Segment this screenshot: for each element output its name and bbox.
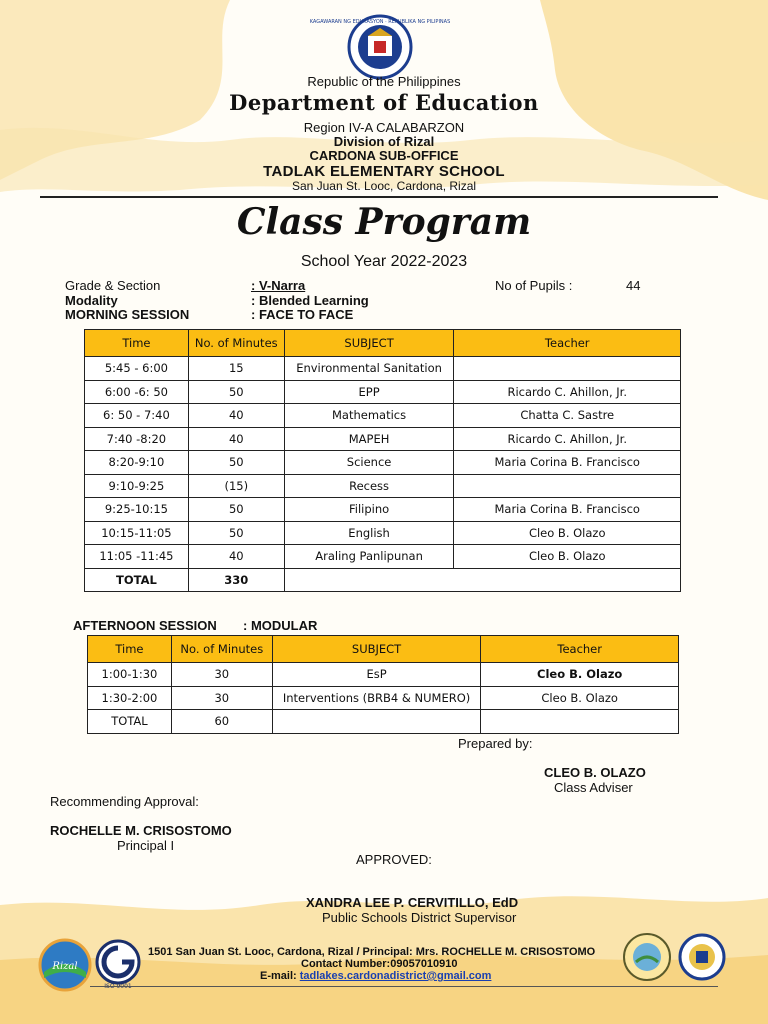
header-time: Time [85,330,189,357]
table-row [85,498,681,522]
principal-title: Principal I [117,838,175,853]
session-value: : FACE TO FACE [251,307,354,322]
table-row [88,686,679,710]
footer-email-link[interactable]: tadlakes.cardonadistrict@gmail.com [299,970,492,982]
cell-subject: MAPEH [284,427,454,451]
footer-contact: Contact Number:09057010910 [301,958,458,970]
school-year: School Year 2022-2023 [300,253,468,270]
cell-teacher: Cleo B. Olazo [454,545,681,569]
cell-teacher: Maria Corina B. Francisco [454,498,681,522]
principal-name: ROCHELLE M. CRISOSTOMO [50,823,232,838]
cell-subject: EPP [284,380,454,404]
header-divider [40,196,718,198]
header-teacher: Teacher [454,330,681,357]
header-minutes: No. of Minutes [188,330,284,357]
table-row [85,380,681,404]
cell-subject: Recess [284,474,454,498]
total-empty [284,568,680,592]
cell-time: 1:30-2:00 [88,686,172,710]
division-line: Division of Rizal [333,134,435,149]
iso-logo-icon [94,938,142,990]
cell-time: 9:25-10:15 [85,498,189,522]
footer-divider [90,986,718,987]
cell-teacher [454,474,681,498]
rizal-logo-icon [38,938,92,992]
cell-subject: Interventions (BRB4 & NUMERO) [272,686,481,710]
total-minutes: 60 [171,710,272,734]
seal-text: KAGAWARAN NG EDUKASYON · REPUBLIKA NG PILIPINAS [309,19,451,25]
adviser-title: Class Adviser [554,780,633,795]
cell-teacher: Cleo B. Olazo [454,521,681,545]
cell-time: 11:05 -11:45 [85,545,189,569]
header-teacher: Teacher [481,636,679,663]
cell-teacher: Chatta C. Sastre [454,404,681,428]
school-address: San Juan St. Looc, Cardona, Rizal [291,179,477,193]
grade-value: : V-Narra [251,278,306,293]
cell-time: 1:00-1:30 [88,663,172,687]
cell-minutes: 50 [188,380,284,404]
total-minutes: 330 [188,568,284,592]
iso-logo-text: ISO 9001 [104,983,132,990]
total-label: TOTAL [85,568,189,592]
cell-minutes: 50 [188,451,284,475]
adviser-name: CLEO B. OLAZO [544,765,646,780]
cell-subject: Filipino [284,498,454,522]
page-title: Class Program [236,201,532,243]
cell-subject: Science [284,451,454,475]
cell-subject: Environmental Sanitation [284,357,454,381]
pupils-value: 44 [626,278,641,293]
cell-minutes: 40 [188,427,284,451]
cell-minutes: 50 [188,521,284,545]
cell-time: 8:20-9:10 [85,451,189,475]
total-empty [481,710,679,734]
pupils-label: No of Pupils : [495,278,573,293]
session-label: MORNING SESSION [65,307,190,322]
cell-time: 10:15-11:05 [85,521,189,545]
modality-label: Modality [65,293,118,308]
table-row [85,427,681,451]
table-row [85,451,681,475]
school-seal-icon [678,932,726,982]
cell-time: 7:40 -8:20 [85,427,189,451]
total-empty [272,710,481,734]
header-subject: SUBJECT [284,330,454,357]
deped-seal-icon [309,14,451,80]
modality-value: : Blended Learning [251,293,369,308]
school-name: TADLAK ELEMENTARY SCHOOL [263,163,505,180]
header-time: Time [88,636,172,663]
header-minutes: No. of Minutes [171,636,272,663]
cell-minutes: 30 [171,686,272,710]
republic-line: Republic of the Philippines [307,74,461,89]
total-row [88,710,679,734]
cell-time: 9:10-9:25 [85,474,189,498]
cell-time: 6: 50 - 7:40 [85,404,189,428]
department-line: Department of Education [229,90,539,115]
cell-subject: Mathematics [284,404,454,428]
cell-time: 5:45 - 6:00 [85,357,189,381]
footer-email-label: E-mail: [260,970,297,982]
header-subject: SUBJECT [272,636,481,663]
table-row [85,521,681,545]
rizal-logo-text: Rizal [52,961,78,972]
morning-schedule-table [84,329,681,592]
cell-teacher: Ricardo C. Ahillon, Jr. [454,380,681,404]
cell-teacher: Maria Corina B. Francisco [454,451,681,475]
afternoon-value: : MODULAR [243,618,318,633]
cell-teacher: Cleo B. Olazo [481,663,679,687]
cell-time: 6:00 -6: 50 [85,380,189,404]
supervisor-name: XANDRA LEE P. CERVITILLO, EdD [306,895,519,910]
cardona-seal-icon [622,932,672,982]
grade-label: Grade & Section [65,278,161,293]
afternoon-schedule-table [87,635,679,734]
cell-subject: EsP [272,663,481,687]
cell-minutes: (15) [188,474,284,498]
cell-subject: Araling Panlipunan [284,545,454,569]
cell-subject: English [284,521,454,545]
footer-email-row [260,970,491,982]
cell-teacher: Ricardo C. Ahillon, Jr. [454,427,681,451]
region-line: Region IV-A CALABARZON [303,120,465,135]
cell-minutes: 40 [188,545,284,569]
suboffice-line: CARDONA SUB-OFFICE [309,148,459,163]
table-row [85,545,681,569]
supervisor-title: Public Schools District Supervisor [322,910,517,925]
table-row [85,474,681,498]
cell-minutes: 40 [188,404,284,428]
cell-minutes: 15 [188,357,284,381]
table-row [85,357,681,381]
cell-teacher: Cleo B. Olazo [481,686,679,710]
approved-label: APPROVED: [356,852,432,867]
afternoon-label: AFTERNOON SESSION [73,618,217,633]
total-label: TOTAL [88,710,172,734]
recommending-label: Recommending Approval: [50,794,199,809]
cell-teacher [454,357,681,381]
prepared-by-label: Prepared by: [458,736,533,751]
total-row [85,568,681,592]
cell-minutes: 30 [171,663,272,687]
table-row [88,663,679,687]
table-header-row [88,636,679,663]
table-header-row [85,330,681,357]
cell-minutes: 50 [188,498,284,522]
footer-address: 1501 San Juan St. Looc, Cardona, Rizal / Principal: Mrs. ROCHELLE M. CRISOSTOMO [148,946,596,958]
table-row [85,404,681,428]
